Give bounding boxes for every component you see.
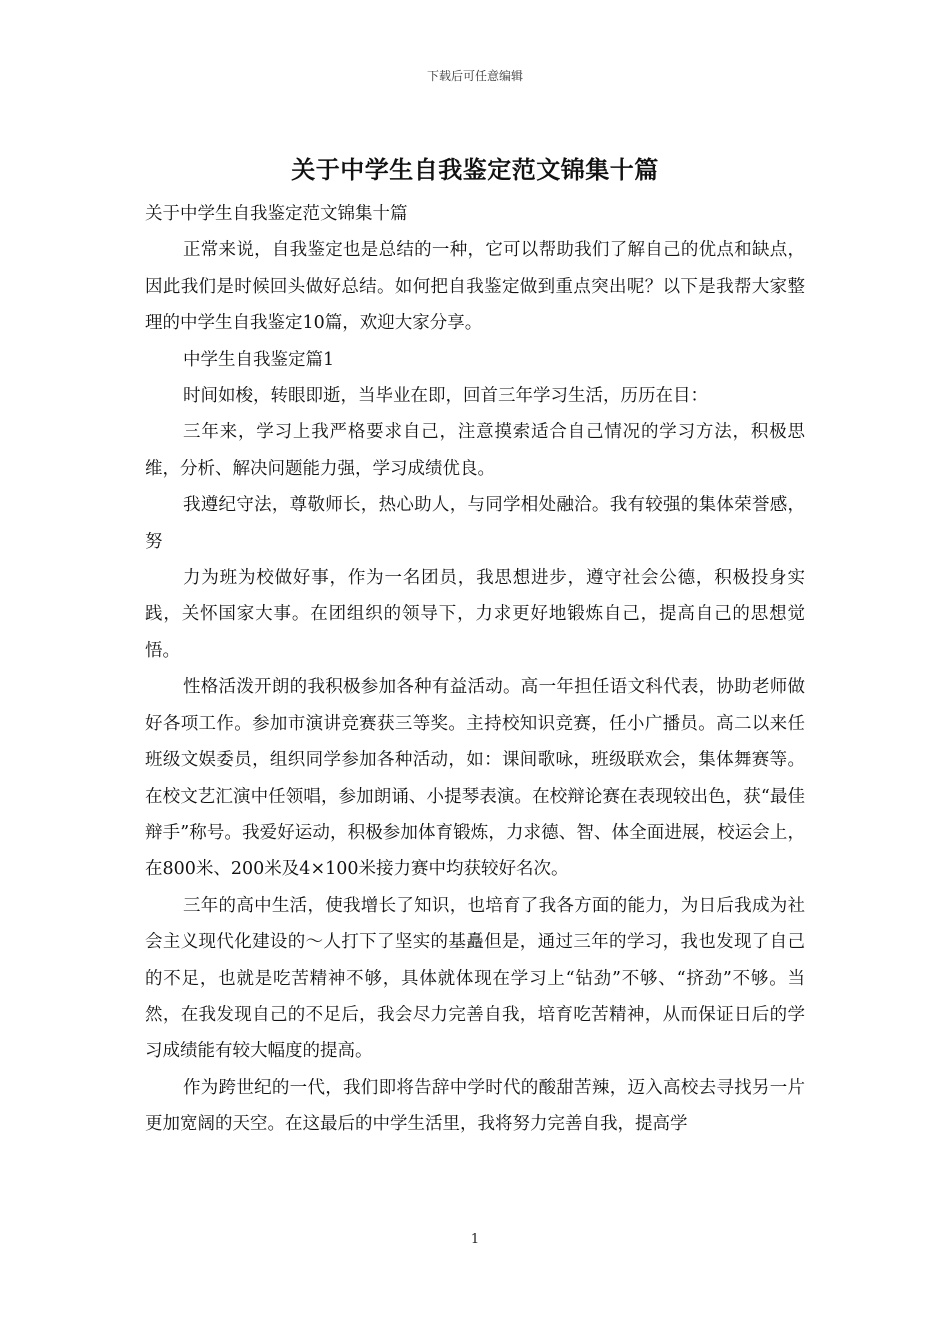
section-heading: 中学生自我鉴定篇1	[183, 349, 335, 370]
body-paragraph: 时间如梭，转眼即逝，当毕业在即，回首三年学习生活，历历在目：	[183, 386, 708, 407]
intro-paragraph: 正常来说，自我鉴定也是总结的一种，它可以帮助我们了解自己的优点和缺点，因此我们是时候回头做好总结。如何把自我鉴定做到重点突出呢？以下是我帮大家整理的中学生自我鉴定10篇，欢迎大家分享。	[145, 240, 805, 334]
body-paragraph: 三年来，学习上我严格要求自己，注意摸索适合自己情况的学习方法，积极思维，分析、解决问题能力强，学习成绩优良。	[145, 422, 805, 479]
page-number: 1	[470, 1232, 480, 1247]
body-paragraph: 力为班为校做好事，作为一名团员，我思想进步，遵守社会公德，积极投身实践，关怀国家大事。在团组织的领导下，力求更好地锻炼自己，提高自己的思想觉悟。	[145, 568, 805, 661]
document-title: 关于中学生自我鉴定范文锦集十篇	[291, 155, 659, 184]
body-paragraph: 性格活泼开朗的我积极参加各种有益活动。高一年担任语文科代表，协助老师做好各项工作。参加市演讲竞赛获三等奖。主持校知识竞赛，任小广播员。高二以来任班级文娱委员，组织同学参加各种活动，如：课间歌咏，班级联欢会，集体舞赛等。在校文艺汇演中任领唱，参加朗诵、小提琴表演。在校辩论赛在表现较出色，获“最佳辩手”称号。我爱好运动，积极参加体育锻炼，力求德、智、体全面进展，校运会上，在800米、200米及4×100米接力赛中均获较好名次。	[145, 677, 805, 880]
subtitle-line: 关于中学生自我鉴定范文锦集十篇	[145, 204, 408, 224]
document-body	[145, 196, 805, 1143]
page-header-note: 下载后可任意编辑	[426, 69, 523, 83]
body-paragraph: 三年的高中生活，使我增长了知识，也培育了我各方面的能力，为日后我成为社会主义现代化建设的～人打下了坚实的基矗但是，通过三年的学习，我也发现了自己的不足，也就是吃苦精神不够，具体就体现在学习上“钻劲”不够、“挤劲”不够。当然，在我发现自己的不足后，我会尽力完善自我，培育吃苦精神，从而保证日后的学习成绩能有较大幅度的提高。	[145, 895, 805, 1062]
body-paragraph: 我遵纪守法，尊敬师长，热心助人，与同学相处融洽。我有较强的集体荣誉感，努	[145, 495, 805, 552]
body-paragraph: 作为跨世纪的一代，我们即将告辞中学时代的酸甜苦辣，迈入高校去寻找另一片更加宽阔的天空。在这最后的中学生活里，我将努力完善自我，提高学	[145, 1077, 805, 1135]
